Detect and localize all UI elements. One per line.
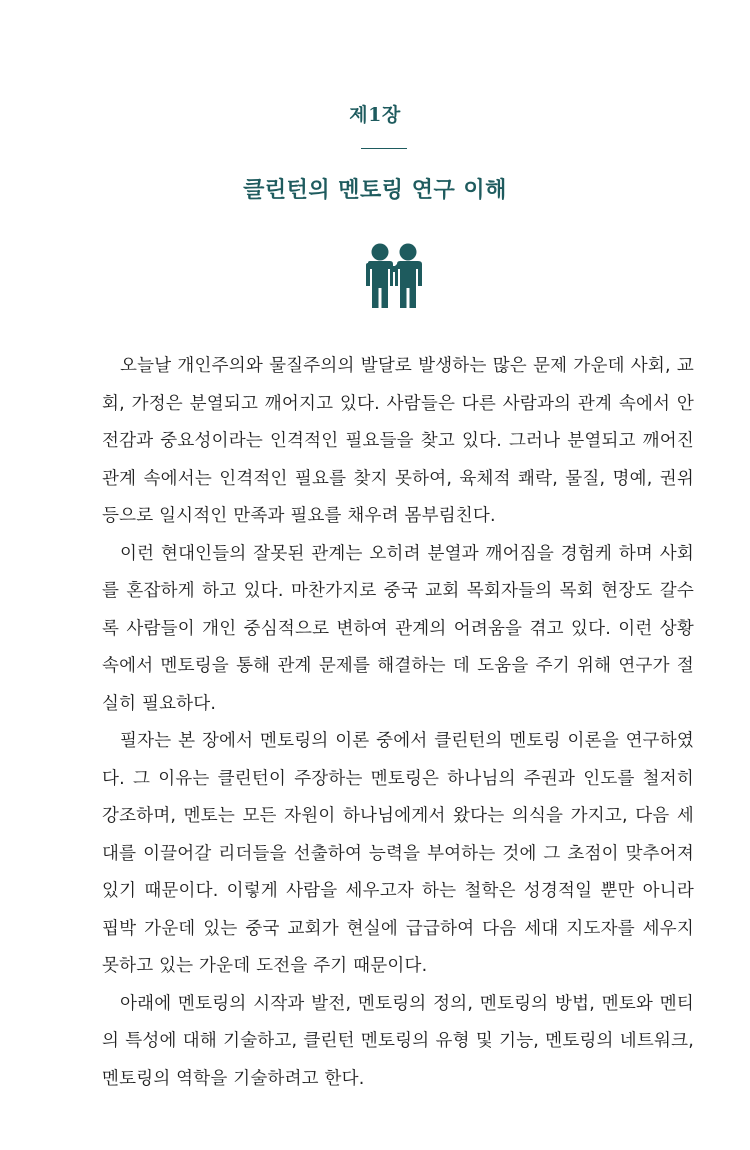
body-paragraph-2: 이런 현대인들의 잘못된 관계는 오히려 분열과 깨어짐을 경험케 하며 사회를 혼잡하게 하고 있다. 마찬가지로 중국 교회 목회자들의 목회 현장도 갈수록 사람들이 개인 중심적으로 변하여 관계의 어려움을 겪고 있다. 이런 상황 속에서 멘토링을 통해 관계 문제를 해결하는 데 도움을 주기 위해 연구가 절실히 필요하다. <box>102 543 694 714</box>
chapter-title: 클린턴의 멘토링 연구 이해 <box>243 178 507 203</box>
body-paragraph-3: 필자는 본 장에서 멘토링의 이론 중에서 클린턴의 멘토링 이론을 연구하였다. 그 이유는 클린턴이 주장하는 멘토링은 하나님의 주권과 인도를 철저히 강조하며, 멘토는 모든 자원이 하나님에게서 왔다는 의식을 가지고, 다음 세대를 이끌어갈 리더들을 선출하여 능력을 부여하는 것에 그 초점이 맞추어져 있기 때문이다. 이렇게 사람을 세우고자 하는 철학은 성경적일 뿐만 아니라 핍박 가운데 있는 중국 교회가 현실에 급급하여 다음 세대 지도자를 세우지 못하고 있는 가운데 도전을 주기 때문이다. <box>102 731 694 976</box>
chapter-number: 제1장 <box>349 104 401 126</box>
chapter-divider <box>361 148 407 149</box>
body-paragraph-4: 아래에 멘토링의 시작과 발전, 멘토링의 정의, 멘토링의 방법, 멘토와 멘티의 특성에 대해 기술하고, 클린턴 멘토링의 유형 및 기능, 멘토링의 네트워크, 멘토링의 역학을 기술하려고 한다. <box>102 993 694 1089</box>
body-paragraph-1: 오늘날 개인주의와 물질주의의 발달로 발생하는 많은 문제 가운데 사회, 교회, 가정은 분열되고 깨어지고 있다. 사람들은 다른 사람과의 관계 속에서 안전감과 중요성이라는 인격적인 필요들을 찾고 있다. 그러나 분열되고 깨어진 관계 속에서는 인격적인 필요를 찾지 못하여, 육체적 쾌락, 물질, 명예, 권위 등으로 일시적인 만족과 필요를 채우려 몸부림친다. <box>102 356 694 526</box>
chapter-body <box>102 348 694 1098</box>
two-people-icon <box>360 242 428 310</box>
